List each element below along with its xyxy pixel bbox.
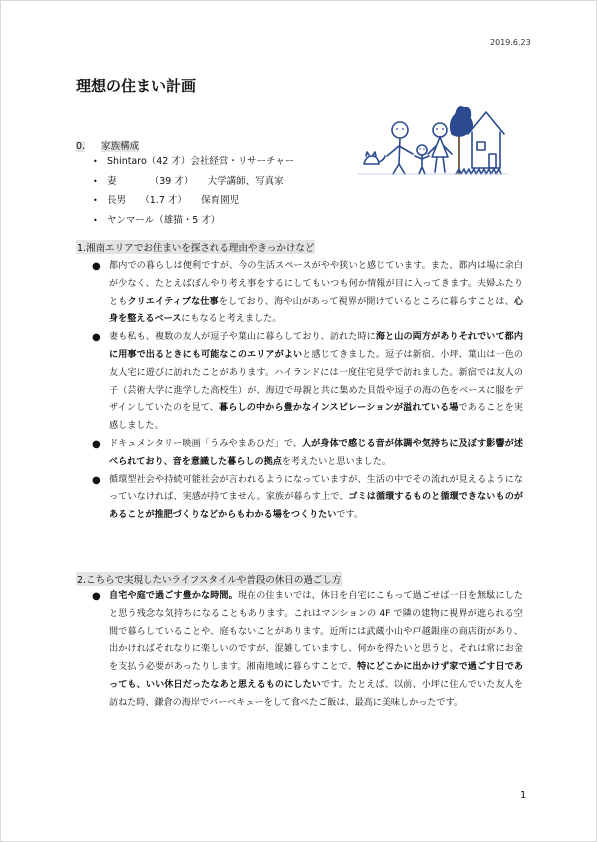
page-number: 1 — [520, 790, 527, 801]
family-member-item — [93, 155, 294, 175]
family-heading-label: 家族構成 — [101, 141, 140, 152]
body-text: をしており、海や山があって視界が開けているところに暮らすことは、 — [218, 296, 514, 307]
bold-text: 海と山の両方がありそれでいて都内に用事で出るときにも可能なこのエリアがよい — [109, 332, 523, 360]
bullet-icon: ● — [92, 261, 101, 272]
bullet-icon: ● — [92, 438, 101, 450]
family-member-text: Shintaro（42 才）会社経営・リサーチャー — [107, 156, 295, 167]
family-member-item — [93, 194, 294, 214]
bold-text: 心身を整えるベース — [109, 296, 523, 325]
body-text: 都内での暮らしは便利ですが、今の生活スペースがやや狭いと感じています。また、都内は場に余白が少なく、たとえばぼんやり考え事をするにしてもいつも何か情報が目に入ってきます。夫婦ふたりとも — [109, 261, 523, 307]
bullet-icon: ● — [92, 332, 101, 344]
section1-bullet-list — [91, 258, 523, 525]
family-drawing-illustration — [356, 94, 516, 176]
body-text: 現在の住まいでは、休日を自宅にこもって過ごせば一日を無駄にしたと思う残念な気持ちになることもあります。これはマンションの 4F で隣の建物に視界が遮られる空間で暮らしていることや、庭もないことがあります。近所には武蔵小山や戸越銀座の商店街があり、出かければそれなりに楽しいのですが、混雑していますし、何かを得たいと思うと、それは常にお金を支払う必要があったりします。湘南地域に暮らすことで、 — [109, 591, 523, 673]
bullet-paragraph — [91, 588, 523, 713]
body-text: を考えたいと思いました。 — [281, 456, 391, 467]
document-title: 理想の住まい計画 — [76, 77, 197, 95]
bullet-paragraph — [91, 258, 523, 329]
body-text: であることを実感しました。 — [109, 403, 523, 432]
section1-heading: 1.湘南エリアでお住まいを探される理由やきっかけなど — [76, 240, 315, 254]
section2-heading: 2.こちらで実現したいライフスタイルや普段の休日の過ごし方 — [76, 572, 342, 586]
bullet-icon: ● — [92, 591, 101, 602]
bullet-paragraph — [91, 329, 523, 436]
family-member-item — [93, 214, 294, 234]
list-bullet: • — [93, 157, 98, 166]
list-bullet: • — [93, 196, 98, 205]
bold-text: 自宅や庭で過ごす豊かな時間。 — [109, 591, 238, 601]
bold-text: ゴミは循環するものと循環できないものがあることが推肥づくりなどからもわかる場をつくりたい — [109, 492, 523, 521]
bullet-paragraph — [91, 436, 523, 472]
family-member-text: 長男 （1.7 才） 保育園児 — [107, 195, 240, 206]
document-date: 2019.6.23 — [490, 38, 531, 47]
bullet-icon: ● — [92, 474, 101, 486]
section2-bullet-list — [91, 588, 523, 713]
body-text: にもなると考えました。 — [181, 314, 282, 325]
body-text: です。たとえば、以前、小坪に住んでいた友人を訪ねた時、鎌倉の海岸でバーベキューをして食べたご飯は、最高に美味しかったです。 — [109, 679, 523, 708]
family-heading — [76, 138, 139, 152]
family-member-item — [93, 175, 294, 195]
family-member-text: 妻 （39 才） 大学講師、写真家 — [107, 175, 284, 187]
body-text: ドキュメンタリー映画「うみやまあひだ」で、 — [109, 438, 302, 449]
body-text: です。 — [336, 510, 363, 521]
list-bullet: • — [93, 215, 98, 225]
list-bullet: • — [93, 176, 98, 186]
family-heading-number: 0. — [76, 141, 86, 152]
family-member-text: ヤンマール（雄猫・5 才） — [107, 214, 221, 226]
bold-text: クリエイティブな仕事 — [127, 296, 219, 307]
bullet-paragraph — [91, 472, 523, 525]
body-text: 妻も私も、複数の友人が逗子や葉山に暮らしており、訪れた時に — [109, 332, 376, 343]
body-text: と感じてきました。逗子は新宿、小坪、葉山は一色の友人宅に遊びに訪れたことがあります。ハイランドには一度住宅見学で訪れました。新宿では友人の子（芸術大学に進学した高校生）が、海辺で母親と共に集めた貝殻や逗子の海の色をベースに服をデザインしていたのを見て、 — [109, 349, 523, 414]
bold-text: 暮らしの中から豊かなインスピレーションが溢れている場 — [219, 403, 459, 414]
bold-text: 特にどこかに出かけず家で過ごす日であっても、いい休日だったなあと思えるものにしたい — [109, 662, 523, 690]
bold-text: 人が身体で感じる音が体調や気持ちに及ぼす影響が述べられており、音を意識した暮らしの拠点 — [109, 438, 523, 467]
family-members-list — [93, 155, 294, 233]
body-text: 循環型社会や持続可能社会が言われるようになっていますが、生活の中でその流れが見えるようになっていなければ、実感が持てません。家族が暮らす上で、 — [109, 474, 523, 503]
